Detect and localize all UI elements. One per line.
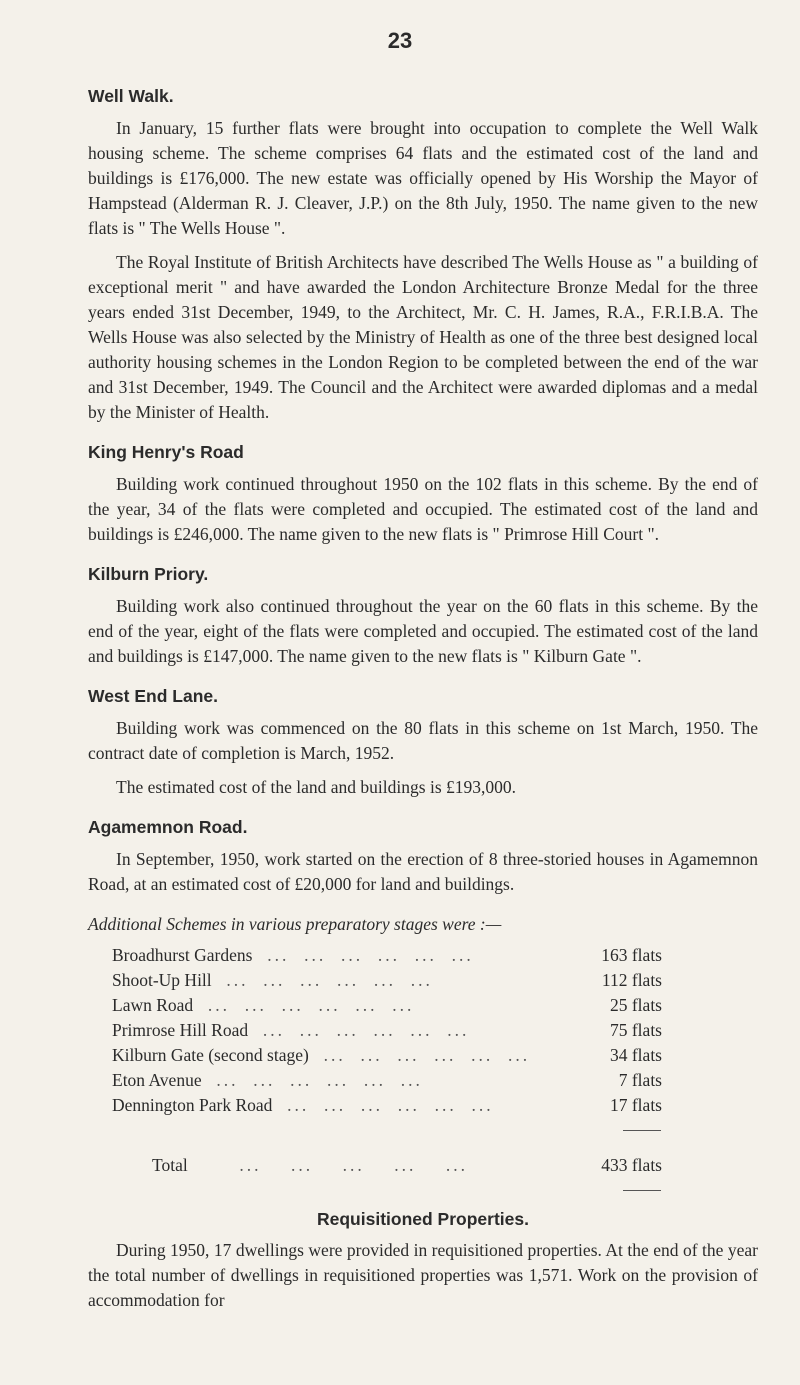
scheme-flats: 112 flats (601, 970, 662, 990)
additional-schemes-title: Additional Schemes in various preparatory stages were :— (88, 914, 502, 934)
scheme-name: Shoot-Up Hill (112, 970, 212, 990)
paragraph: In September, 1950, work started on the erection of 8 three-storied houses in Agamemnon Road, at an estimated cost of £20,000 for land and buildings. (88, 849, 758, 894)
page-number: 23 (387, 28, 413, 53)
scheme-name: Eton Avenue (112, 1070, 202, 1090)
scheme-name: Kilburn Gate (second stage) (112, 1045, 309, 1065)
table-row (112, 943, 662, 968)
scheme-name-cell (112, 1043, 562, 1068)
scheme-name-cell (112, 993, 562, 1018)
section-heading: Agamemnon Road. (88, 817, 248, 837)
section-king-henrys-road (88, 442, 758, 547)
scheme-name: Primrose Hill Road (112, 1020, 249, 1040)
table-row (112, 968, 662, 993)
scheme-flats: 17 flats (609, 1095, 662, 1115)
paragraph: During 1950, 17 dwellings were provided in requisitioned properties. At the end of the year the total number of dwellings in requisitioned properties was 1,571. Work on the provision of accommodation for (88, 1240, 758, 1310)
paragraph: Building work was commenced on the 80 flats in this scheme on 1st March, 1950. The contract date of completion is March, 1952. (88, 718, 758, 763)
scheme-name-cell (112, 1018, 562, 1043)
section-west-end-lane (88, 686, 758, 800)
table-row (112, 1018, 662, 1043)
table-row (112, 1068, 662, 1093)
section-well-walk (88, 86, 758, 425)
paragraph: Building work also continued throughout the year on the 60 flats in this scheme. By the end of the year, eight of the flats were completed and occupied. The estimated cost of the land and buildings is £147,000. The name given to the new flats is " Kilburn Gate ". (88, 596, 758, 666)
scheme-flats: 25 flats (609, 995, 662, 1015)
rule-line (623, 1130, 661, 1131)
scheme-flats: 7 flats (618, 1070, 662, 1090)
scheme-flats: 34 flats (609, 1045, 662, 1065)
total-value: 433 flats (601, 1155, 662, 1175)
total-row (112, 1143, 662, 1178)
leader-dots: ... ... ... ... ... ... (308, 1045, 531, 1065)
requisitioned-heading: Requisitioned Properties. (317, 1209, 529, 1229)
section-heading: King Henry's Road (88, 442, 244, 462)
section-kilburn-priory (88, 564, 758, 669)
scheme-flats: 75 flats (609, 1020, 662, 1040)
scheme-name-cell (112, 1093, 562, 1118)
leader-dots: ... ... ... ... ... (187, 1155, 468, 1175)
leader-dots: ... ... ... ... ... ... (248, 1020, 470, 1040)
leader-dots: ... ... ... ... ... ... (272, 1095, 494, 1115)
scheme-flats: 163 flats (601, 945, 662, 965)
section-heading: Kilburn Priory. (88, 564, 209, 584)
leader-dots: ... ... ... ... ... ... (252, 945, 474, 965)
leader-dots: ... ... ... ... ... ... (201, 1070, 423, 1090)
total-label: Total (152, 1155, 188, 1175)
total-label-cell (112, 1143, 562, 1178)
section-heading: West End Lane. (88, 686, 218, 706)
paragraph: Building work continued throughout 1950 on the 102 flats in this scheme. By the end of the year, 34 of the flats were completed and occupied. The estimated cost of the land and buildings is £246,000. The name given to the new flats is " Primrose Hill Court ". (88, 474, 758, 544)
section-agamemnon-road (88, 817, 758, 897)
rule-row (112, 1118, 662, 1143)
scheme-name: Dennington Park Road (112, 1095, 273, 1115)
scheme-name-cell (112, 968, 562, 993)
paragraph: The estimated cost of the land and buildings is £193,000. (116, 777, 517, 797)
page-content (88, 86, 758, 1313)
scheme-name: Lawn Road (112, 995, 194, 1015)
leader-dots: ... ... ... ... ... ... (211, 970, 433, 990)
scheme-name-cell (112, 943, 562, 968)
additional-schemes-table (112, 943, 662, 1203)
paragraph: In January, 15 further flats were brought into occupation to complete the Well Walk housing scheme. The scheme comprises 64 flats and the estimated cost of the land and buildings is £176,000. The new estate was officially opened by His Worship the Mayor of Hampstead (Alderman R. J. Cleaver, J.P.) on the 8th July, 1950. The name given to the new flats is " The Wells House ". (88, 118, 758, 238)
rule-line (623, 1190, 661, 1191)
leader-dots: ... ... ... ... ... ... (193, 995, 415, 1015)
rule-row (112, 1178, 662, 1203)
section-heading: Well Walk. (88, 86, 174, 106)
paragraph: The Royal Institute of British Architects have described The Wells House as " a building of exceptional merit " and have awarded the London Architecture Bronze Medal for the three years ended 31st December, 1949, to the Architect, Mr. C. H. James, R.A., F.R.I.B.A. The Wells House was also selected by the Ministry of Health as one of the three best designed local authority housing schemes in the London Region to be completed between the end of the war and 31st December, 1949. The Council and the Architect were awarded diplomas and a medal by the Minister of Health. (88, 252, 758, 422)
table-row (112, 1093, 662, 1118)
scheme-name: Broadhurst Gardens (112, 945, 253, 965)
scheme-name-cell (112, 1068, 562, 1093)
table-row (112, 1043, 662, 1068)
table-row (112, 993, 662, 1018)
